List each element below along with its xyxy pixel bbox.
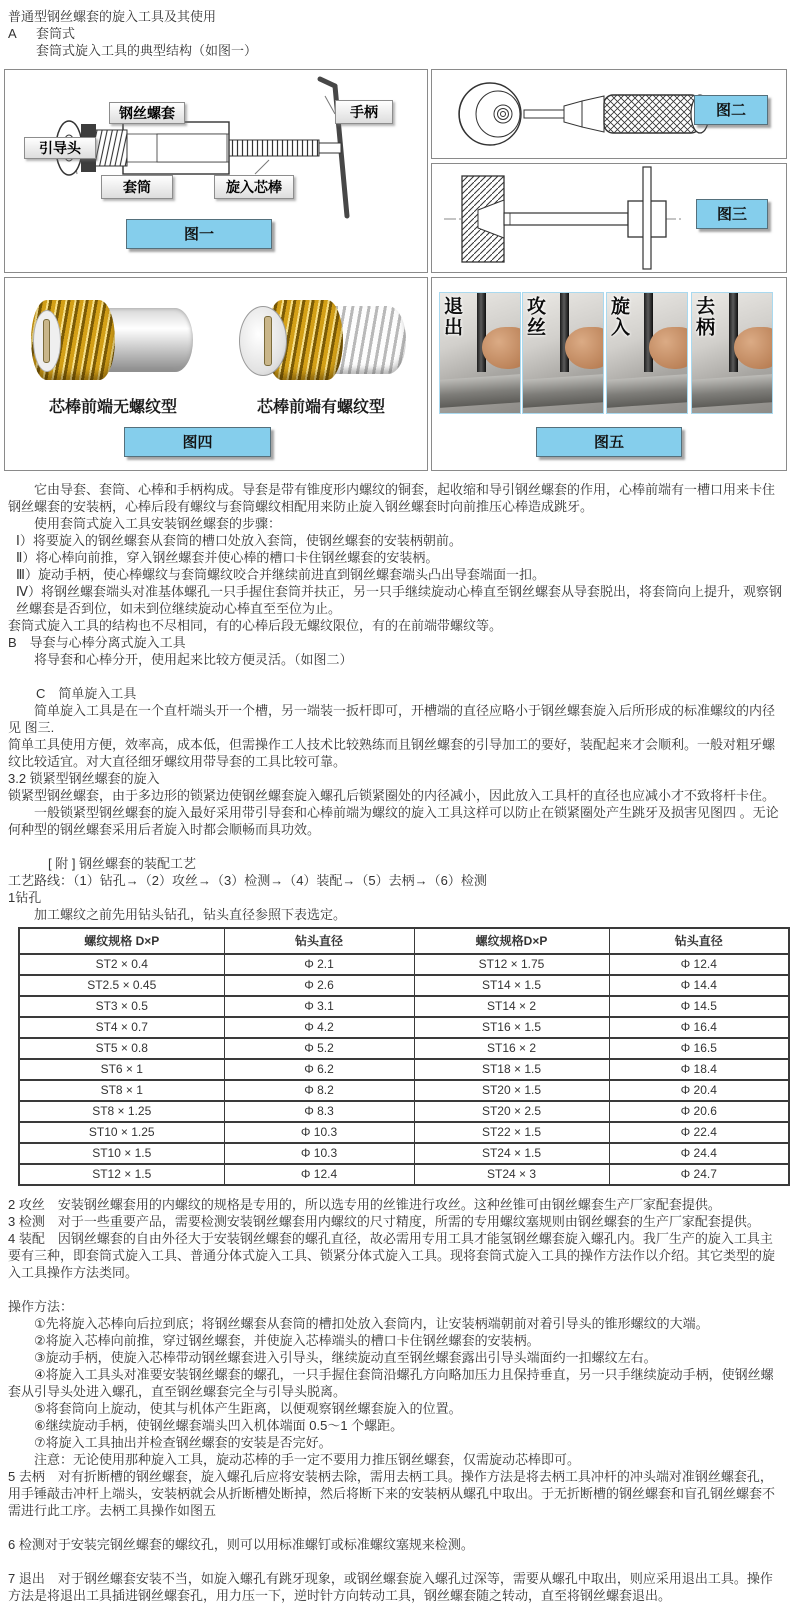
paragraph: 1钻孔 [8,890,42,905]
paragraph: 简单旋入工具是在一个直杆端头开一个槽，另一端装一扳杆即可，开槽端的直径应略小于钢丝螺套旋入后所形成的标准螺纹的内径见 图三. [8,703,776,735]
table-cell: Φ 2.1 [224,954,414,975]
table-cell: ST8 × 1 [19,1080,224,1101]
table-cell: ST3 × 0.5 [19,996,224,1017]
table-cell: ST20 × 2.5 [414,1101,609,1122]
photo-step-label: 攻丝 [524,296,545,338]
paragraph: ⑤将套筒向上旋动，使其与机体产生距离，以便观察钢丝螺套旋入的位置。 [34,1401,462,1416]
slotted-face [33,310,61,372]
tool-rod-graphic [477,293,486,372]
section-title: 套筒式 [36,26,76,41]
table-header-row [19,928,789,954]
section-letter: A [8,26,17,41]
metal-bar-graphic [606,374,688,408]
hand-graphic [649,327,688,369]
paragraph: 工艺路线：（1）钻孔→（2）攻丝→（3）检测→（4）装配→（5）去柄→（6）检测 [8,873,487,888]
table-cell: ST2 × 0.4 [19,954,224,975]
figure-3-panel [431,163,787,273]
table-row [19,1164,789,1185]
table-row [19,1080,789,1101]
body-text-1 [8,481,782,923]
metal-bar-graphic [691,374,773,408]
table-row [19,1143,789,1164]
table-cell: ST6 × 1 [19,1059,224,1080]
caption-with-thread: 芯棒前端有螺纹型 [256,399,385,416]
figure5-photo [522,292,604,414]
paragraph: 3 检测 对于一些重要产品，需要检测安装钢丝螺套用内螺纹的尺寸精度，所需的专用螺纹塞规则由钢丝螺套的生产厂家配套提供。 [8,1214,760,1229]
paragraph: 锁紧型钢丝螺套，由于多边形的锁紧边使钢丝螺套旋入螺孔后锁紧圈处的内径减小，因此放入工具杆的直径也应减小才不致将杆卡住。 [8,788,776,803]
paragraph: 3.2 锁紧型钢丝螺套的旋入 [8,771,160,786]
paragraph: 注意：无论使用那种旋入工具，旋动芯棒的手一定不要用力推压钢丝螺套，仅需旋动芯棒即可。 [34,1452,581,1467]
table-cell: ST10 × 1.5 [19,1143,224,1164]
drill-size-table [18,927,790,1186]
table-cell: ST14 × 1.5 [414,975,609,996]
figures-region [0,69,790,471]
table-cell: Φ 16.4 [609,1017,789,1038]
callout-handle: 手柄 [335,100,393,124]
paragraph: 5 去柄 对有折断槽的钢丝螺套，旋入螺孔后应将安装柄去除，需用去柄工具。操作方法是将去柄工具冲杆的冲头端对准钢丝螺套孔，用手锤敲击冲杆上端头，安装柄就会从折断槽处断掉，然后将断下来的安装柄从螺孔中取出。于无折断槽的钢丝螺套和盲孔钢丝螺套不需进行此工序。去柄工具操作如图五 [8,1469,776,1518]
figure-1-panel [4,69,428,273]
paragraph: 2 攻丝 安装钢丝螺套用的内螺纹的规格是专用的，所以选专用的丝锥进行攻丝。这种丝锥可由钢丝螺套生产厂家配套提供。 [8,1197,721,1212]
table-header-cell: 螺纹规格 D×P [19,928,224,954]
paragraph: 使用套筒式旋入工具安装钢丝螺套的步骤： [34,516,282,531]
paragraph: ③旋动手柄，使旋入芯棒带动钢丝螺套进入引导头，继续旋动直至钢丝螺套露出引导头端面约一扣螺纹左右。 [34,1350,657,1365]
caption-no-thread: 芯棒前端无螺纹型 [48,399,177,416]
table-cell: Φ 10.3 [224,1143,414,1164]
figure5-photo [691,292,773,414]
table-header-cell: 钻头直径 [609,928,789,954]
figure-4-panel [4,277,428,471]
paragraph: Ⅱ）将心棒向前推，穿入钢丝螺套并使心棒的槽口卡住钢丝螺套的安装柄。 [16,550,439,565]
table-cell: Φ 6.2 [224,1059,414,1080]
hand-graphic [482,327,521,369]
table-cell: Φ 24.7 [609,1164,789,1185]
table-cell: Φ 24.4 [609,1143,789,1164]
tool-rod-graphic [644,293,653,372]
paragraph: 4 装配 因钢丝螺套的自由外径大于安装钢丝螺套的螺孔直径，故必需用专用工具才能氢钢丝螺套旋入螺孔内。我厂生产的旋入工具主要有三种，即套筒式旋入工具、普通分体式旋入工具、锁紧分体式旋入工具。现将套筒式旋入工具的操作方法作以介绍。其它类型的旋入工具操作方法类同。 [8,1231,776,1280]
body-text-2 [8,1196,782,1604]
table-cell: ST8 × 1.25 [19,1101,224,1122]
figure-2-panel [431,69,787,159]
mandrel-threaded-render [239,300,406,380]
spacer [8,668,782,685]
paragraph: Ⅰ）将要旋入的钢丝螺套从套筒的槽口处放入套筒，使钢丝螺套的安装柄朝前。 [16,533,462,548]
photo-step-label: 旋入 [608,296,629,338]
table-cell: ST16 × 1.5 [414,1017,609,1038]
spacer [8,838,782,855]
figure-1-label: 图一 [126,219,272,249]
section-a-heading [8,25,782,42]
paragraph: B 导套与心棒分离式旋入工具 [8,635,186,650]
figure-4-label: 图四 [124,427,271,457]
paragraph: ⑦将旋入工具抽出并检查钢丝螺套的安装是否完好。 [34,1435,332,1450]
hand-graphic [565,327,604,369]
table-row [19,954,789,975]
table-cell: Φ 12.4 [609,954,789,975]
paragraph: ①先将旋入芯棒向后拉到底；将钢丝螺套从套筒的槽扣处放入套筒内，让安装柄端朝前对着引导头的锥形螺纹的大端。 [34,1316,709,1331]
paragraph: ⑥继续旋动手柄，使钢丝螺套端头凹入机体端面 0.5～1 个螺距。 [34,1418,404,1433]
table-cell: ST2.5 × 0.45 [19,975,224,996]
table-row [19,1038,789,1059]
figure-2-label: 图二 [694,95,768,125]
paragraph: 7 退出 对于钢丝螺套安装不当，如旋入螺孔有跳牙现象，或钢丝螺套旋入螺孔过深等，需要从螺孔中取出，则应采用退出工具。操作方法是将退出工具插进钢丝螺套孔，用力压一下，逆时针方向转动工具，钢丝螺套随之转动，直至将钢丝螺套退出。 [8,1571,773,1603]
tool-rod-graphic [729,293,738,372]
spacer [8,1281,782,1298]
callout-wire-insert: 钢丝螺套 [109,102,185,124]
spacer [8,1553,782,1570]
table-cell: ST5 × 0.8 [19,1038,224,1059]
paragraph: 6 检测对于安装完钢丝螺套的螺纹孔，则可以用标准螺钉或标准螺纹塞规来检测。 [8,1537,474,1552]
paragraph: Ⅳ）将钢丝螺套端头对准基体螺孔一只手握住套筒并扶正，另一只手继续旋动心棒直至钢丝螺套从导套脱出，将套筒向上提升，观察钢丝螺套是否到位，如未到位继续旋动心棒直至至位为止。 [16,584,782,616]
table-row [19,975,789,996]
table-cell: ST14 × 2 [414,996,609,1017]
table-cell: ST20 × 1.5 [414,1080,609,1101]
photo-step-label: 退出 [441,296,462,338]
table-cell: Φ 2.6 [224,975,414,996]
table-cell: Φ 18.4 [609,1059,789,1080]
table-cell: Φ 8.2 [224,1080,414,1101]
figure-5-label: 图五 [536,427,682,457]
hand-graphic [734,327,773,369]
table-cell: Φ 14.4 [609,975,789,996]
table-cell: ST4 × 0.7 [19,1017,224,1038]
table-cell: Φ 8.3 [224,1101,414,1122]
table-cell: ST12 × 1.5 [19,1164,224,1185]
table-cell: ST24 × 3 [414,1164,609,1185]
table-cell: Φ 14.5 [609,996,789,1017]
table-cell: Φ 3.1 [224,996,414,1017]
table-cell: ST24 × 1.5 [414,1143,609,1164]
table-row [19,996,789,1017]
paragraph: 它由导套、套筒、心棒和手柄构成。导套是带有锥度形内螺纹的铜套，起收缩和导引钢丝螺套的作用，心棒前端有一槽口用来卡住钢丝螺套的安装柄，心棒后段有螺纹与套筒螺纹相配用来防止旋入钢丝螺套时向前推压心棒造成跳牙。 [8,482,776,514]
callout-mandrel: 旋入芯棒 [214,175,294,199]
table-cell: ST12 × 1.75 [414,954,609,975]
metal-bar-graphic [439,374,521,408]
callout-guide-head: 引导头 [24,137,96,159]
table-cell: Φ 4.2 [224,1017,414,1038]
slotted-face [239,306,287,376]
table-row [19,1122,789,1143]
paragraph: 操作方法： [8,1299,74,1314]
table-cell: ST10 × 1.25 [19,1122,224,1143]
table-header-cell: 钻头直径 [224,928,414,954]
callout-sleeve: 套筒 [101,175,173,199]
section-subtitle: 套筒式旋入工具的典型结构（如图一） [36,43,258,58]
figure-5-panel [431,277,787,471]
paragraph: [ 附 ] 钢丝螺套的装配工艺 [48,856,197,871]
table-cell: Φ 5.2 [224,1038,414,1059]
table-cell: ST22 × 1.5 [414,1122,609,1143]
figure5-photo [606,292,688,414]
mandrel-no-thread-render [31,300,193,380]
paragraph: Ⅲ）旋动手柄，使心棒螺纹与套筒螺纹咬合并继续前进直到钢丝螺套端头凸出导套端面一扣。 [16,567,545,582]
page-title: 普通型钢丝螺套的旋入工具及其使用 [8,9,217,24]
table-cell: Φ 22.4 [609,1122,789,1143]
paragraph: 一般锁紧型钢丝螺套的旋入最好采用带引导套和心棒前端为螺纹的旋入工具这样可以防止在锁紧圈处产生跳牙及损害见图四 。无论何种型的钢丝螺套采用后者旋入时都会顺畅而具功效。 [8,805,779,837]
paragraph: 简单工具使用方便，效率高，成本低，但需操作工人技术比较熟练而且钢丝螺套的引导加工的要好，装配起来才会顺利。一般对粗牙螺纹比较适宜。对大直径细牙螺纹用带导套的工具比较可靠。 [8,737,776,769]
figure-3-label: 图三 [696,199,768,229]
paragraph: 将导套和心棒分开，使用起来比较方便灵活。（如图二） [34,652,353,667]
photo-step-label: 去柄 [693,296,714,338]
table-cell: Φ 20.4 [609,1080,789,1101]
table-cell: Φ 16.5 [609,1038,789,1059]
spacer [8,1519,782,1536]
paragraph: 加工螺纹之前先用钻头钻孔，钻头直径参照下表选定。 [34,907,347,922]
paragraph: C 简单旋入工具 [36,686,137,701]
table-cell: Φ 20.6 [609,1101,789,1122]
metal-bar-graphic [522,374,604,408]
figure5-photo [439,292,521,414]
table-cell: ST16 × 2 [414,1038,609,1059]
table-cell: Φ 10.3 [224,1122,414,1143]
table-header-cell: 螺纹规格D×P [414,928,609,954]
tool-rod-graphic [560,293,569,372]
table-row [19,1101,789,1122]
table-row [19,1059,789,1080]
table-cell: ST18 × 1.5 [414,1059,609,1080]
table-row [19,1017,789,1038]
paragraph: ②将旋入芯棒向前推，穿过钢丝螺套，并使旋入芯棒端头的槽口卡住钢丝螺套的安装柄。 [34,1333,540,1348]
paragraph: ④将旋入工具头对准要安装钢丝螺套的螺孔，一只手握住套筒沿螺孔方向略加压力且保持垂直，另一只手继续旋动手柄，使钢丝螺套从引导头处进入螺孔，直至钢丝螺套完全与引导头脱离。 [8,1367,774,1399]
paragraph: 套筒式旋入工具的结构也不尽相同，有的心棒后段无螺纹限位，有的在前端带螺纹等。 [8,618,503,633]
table-cell: Φ 12.4 [224,1164,414,1185]
